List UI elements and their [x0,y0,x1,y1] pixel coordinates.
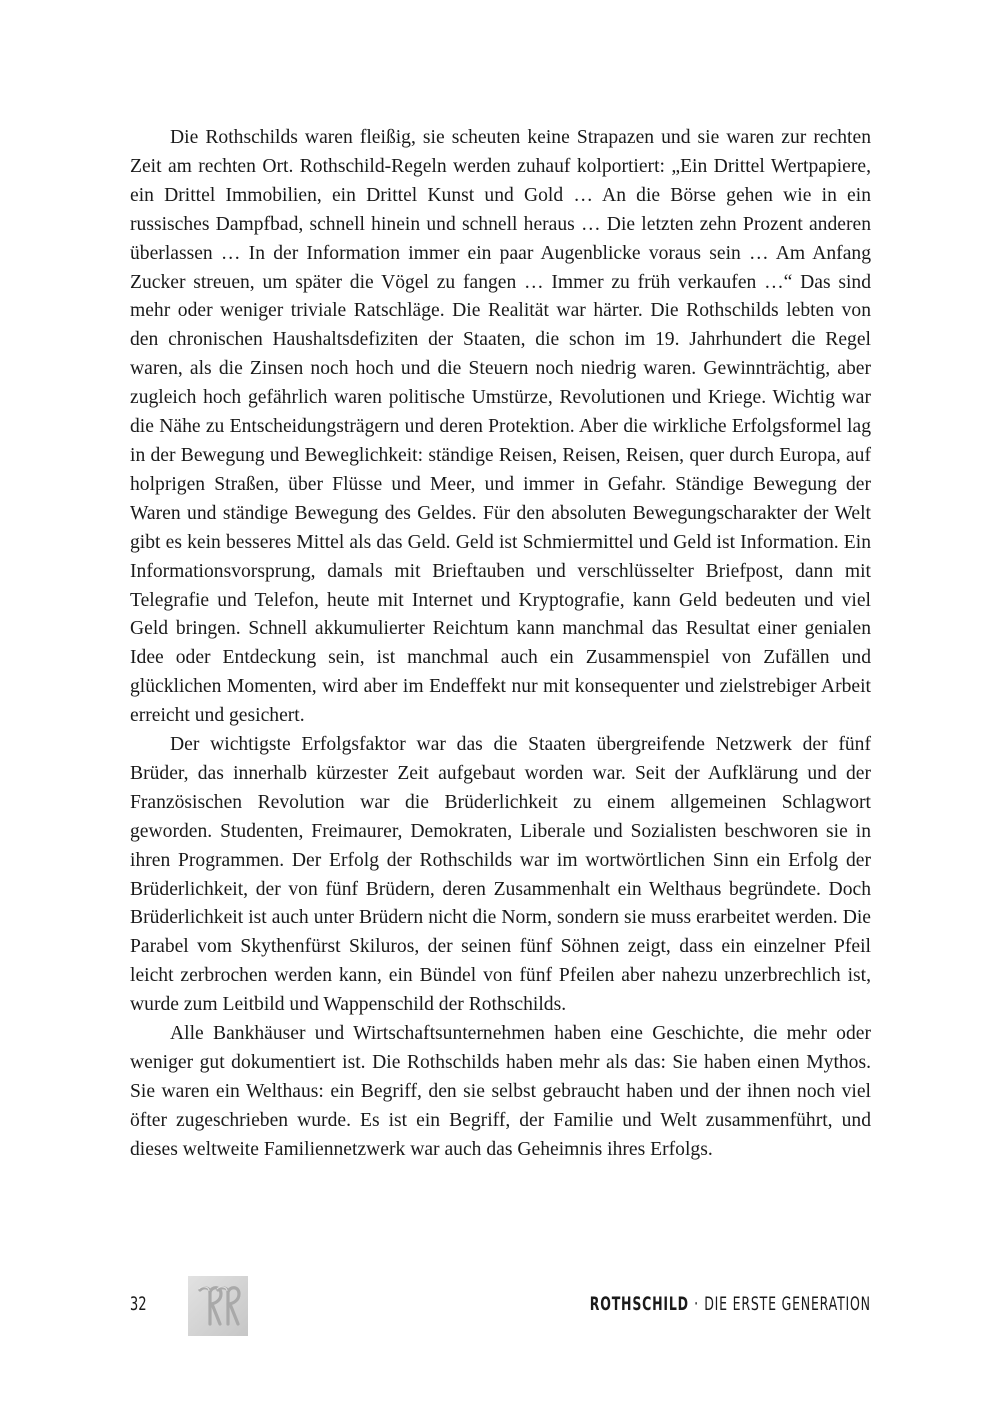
running-head [590,1293,871,1315]
paragraph-3: Alle Bankhäuser und Wirtschaftsunternehmen haben eine Geschichte, die mehr oder weniger gut dokumentiert ist. Die Rothschilds haben mehr als das: Sie haben einen Mythos. Sie waren ein Welthaus: ein Begriff, den sie selbst gebraucht haben und der ihnen noch viel öfter zugeschrieben wurde. Es ist ein Begriff, der Familie und Welt zusammenführt, und dieses weltweite Familiennetzwerk war auch das Geheimnis ihres Erfolgs. [130,1023,871,1160]
running-head-title: ROTHSCHILD [589,1293,690,1315]
page-footer [130,1276,871,1336]
rr-monogram-icon [188,1276,248,1336]
paragraph-1: Die Rothschilds waren fleißig, sie scheuten keine Strapazen und sie waren zur rechten Zeit am rechten Ort. Rothschild-Regeln werden zuhauf kolportiert: „Ein Drittel Wertpapiere, ein Drittel Immobilien, ein Drittel Kunst und Gold … An die Börse gehen wie in ein russisches Dampfbad, schnell hinein und schnell heraus … Die letzten zehn Prozent anderen überlassen … In der Information immer ein paar Augenblicke voraus sein … Am Anfang Zucker streuen, um später die Vögel zu fangen … Immer zu früh verkaufen …“ Das sind mehr oder weniger triviale Ratschläge. Die Realität war härter. Die Rothschilds lebten von den chronischen Haushaltsdefiziten der Staaten, die schon im 19. Jahrhundert die Regel waren, als die Zinsen noch hoch und die Steuern noch niedrig waren. Gewinnträchtig, aber zugleich hoch gefährlich waren politische Umstürze, Revolutionen und Kriege. Wichtig war die Nähe zu Entscheidungsträgern und deren Protektion. Aber die wirkliche Erfolgsformel lag in der Bewegung und Beweglichkeit: ständige Reisen, Reisen, Reisen, quer durch Europa, auf holprigen Straßen, über Flüsse und Meer, und immer in Gefahr. Ständige Bewegung der Waren und ständige Bewegung des Geldes. Für den absoluten Bewegungscharakter der Welt gibt es kein besseres Mittel als das Geld. Geld ist Schmiermittel und Geld ist Information. Ein Informationsvorsprung, damals mit Brieftauben und verschlüsselter Briefpost, dann mit Telegrafie und Telefon, heute mit Internet und Kryptografie, kann Geld bedeuten und viel Geld bringen. Schnell akkumulierter Reichtum kann manchmal das Resultat einer genialen Idee oder Entdeckung sein, ist manchmal auch ein Zusammenspiel von Zufällen und glücklichen Momenten, wird aber im Endeffekt nur mit konsequenter und zielstrebiger Arbeit erreicht und gesichert. [130,127,871,727]
body-text [130,124,871,1165]
paragraph-2: Der wichtigste Erfolgsfaktor war das die Staaten übergreifende Netzwerk der fünf Brüder, das innerhalb kürzester Zeit aufgebaut worden war. Seit der Aufklärung und der Französischen Revolution war die Brüderlichkeit zu einem allgemeinen Schlagwort geworden. Studenten, Freimaurer, Demokraten, Liberale und Sozialisten beschworen sie in ihren Programmen. Der Erfolg der Rothschilds war im wortwörtlichen Sinn ein Erfolg der Brüderlichkeit, der von fünf Brüdern, deren Zusammenhalt ein Welthaus begründete. Doch Brüderlichkeit ist auch unter Brüdern nicht die Norm, sondern sie muss erarbeitet werden. Die Parabel vom Skythenfürst Skiluros, der seinen fünf Söhnen zeigt, dass ein einzelner Pfeil leicht zerbrochen werden kann, ein Bündel von fünf Pfeilen aber nahezu unzerbrechlich ist, wurde zum Leitbild und Wappenschild der Rothschilds. [130,734,871,1016]
running-head-separator: · [694,1293,700,1315]
running-head-subtitle: DIE ERSTE GENERATION [704,1293,871,1315]
page-number: 32 [130,1293,147,1315]
rr-monogram-seal-icon [188,1276,248,1336]
